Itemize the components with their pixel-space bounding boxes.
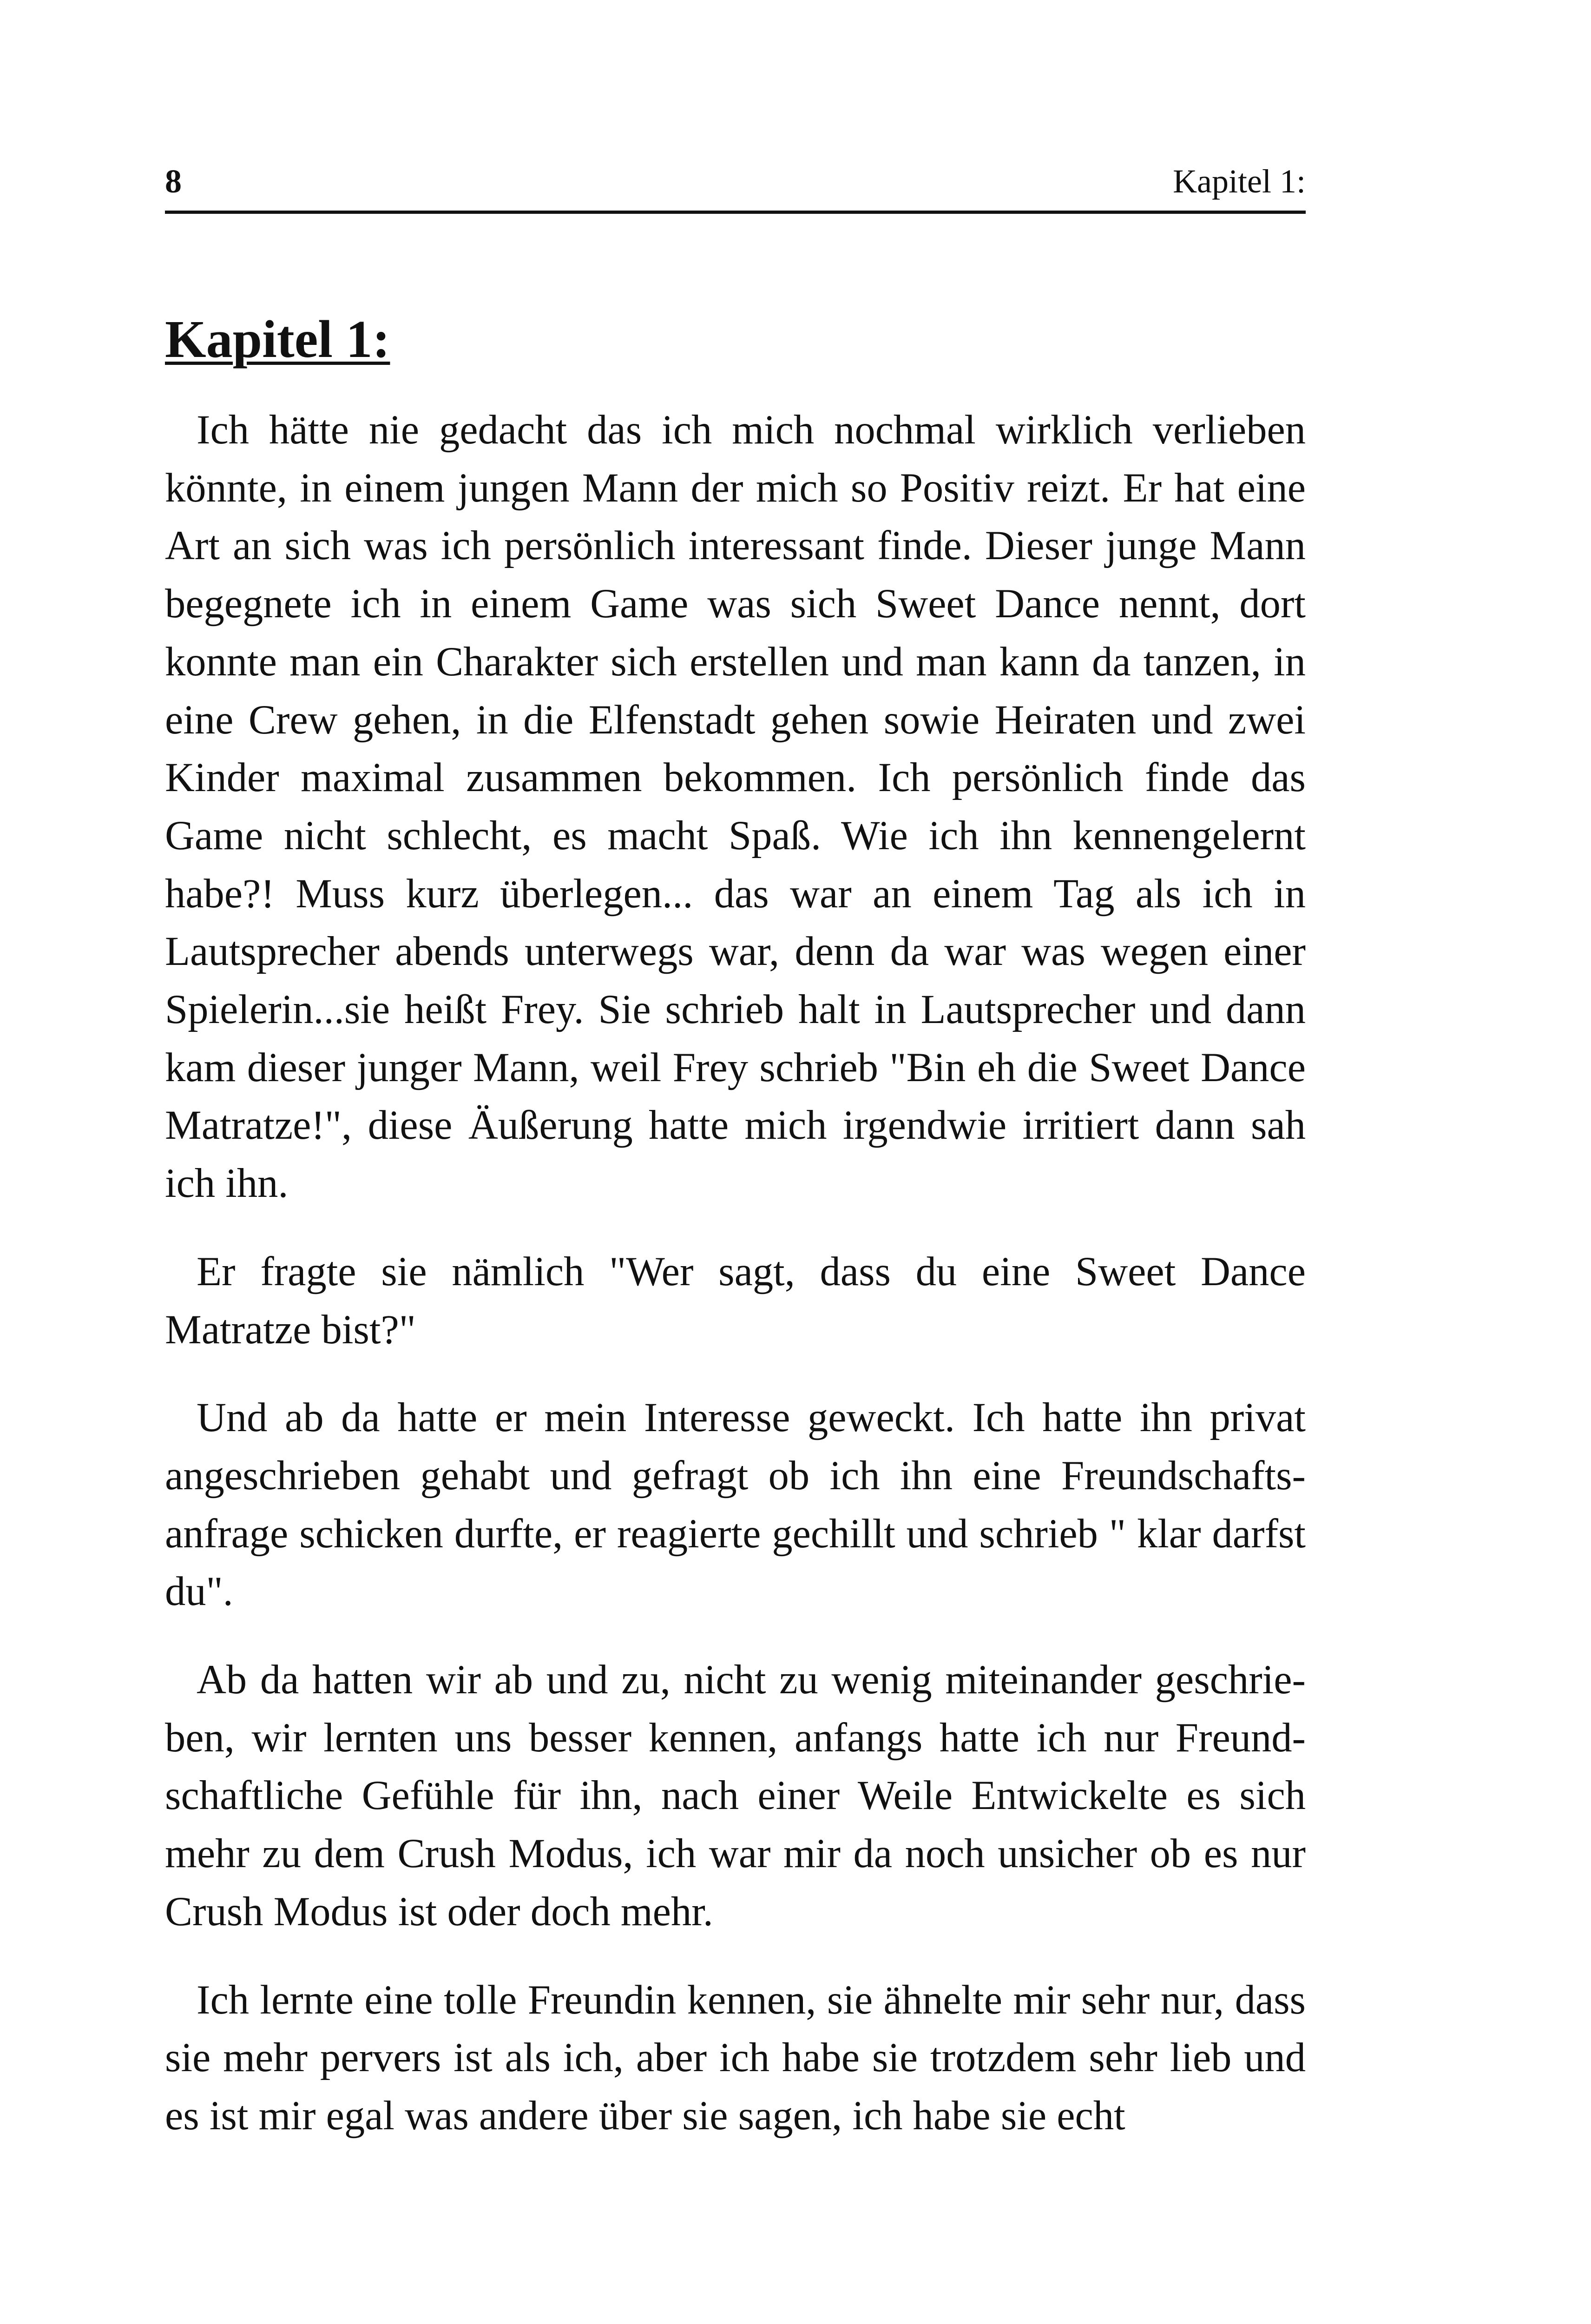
paragraph-1: Ich hätte nie gedacht das ich mich nochmal wirklich verlieben könnte, in einem jungen Mann der mich so Positiv reizt. Er hat eine Art an sich was ich persönlich interessant finde. Dieser junge Mann begegnete ich in einem Game was sich Sweet Dance nennt, dort konnte man ein Charakter sich erstellen und man kann da tanzen, in eine Crew gehen, in die Elfenstadt gehen sowie Heiraten und zwei Kinder maximal zusammen bekommen. Ich persönlich finde das Game nicht schlecht, es macht Spaß. Wie ich ihn kennengelernt habe?! Muss kurz überlegen... das war an einem Tag als ich in Lautsprecher abends unterwegs war, denn da war was wegen einer Spielerin...sie heißt Frey. Sie schrieb halt in Lautsprecher und dann kam dieser junger Mann, weil Frey schrieb "Bin eh die Sweet Dance Matratze!", diese Äußerung hatte mich irgendwie irritiert dann sah ich ihn. [165,407,1306,1207]
page-number: 8 [165,163,182,200]
paragraph-4: Ab da hatten wir ab und zu, nicht zu wenig miteinander geschrieben, wir lernten uns besser kennen, anfangs hatte ich nur Freundschaftliche Gefühle für ihn, nach einer Weile Entwickelte es sich mehr zu dem Crush Modus, ich war mir da noch unsicher ob es nur Crush Modus ist oder doch mehr. [165,1657,1306,1934]
running-title: Kapitel 1: [1173,163,1306,200]
chapter-title: Kapitel 1: [165,310,390,369]
paragraph-3: Und ab da hatte er mein Interesse geweckt. Ich hatte ihn privat angeschrieben gehabt und gefragt ob ich ihn eine Freundschaftsanfrage schicken durfte, er reagierte gechillt und schrieb " klar darfst du". [165,1395,1306,1615]
paragraph-5: Ich lernte eine tolle Freundin kennen, sie ähnelte mir sehr nur, dass sie mehr pervers ist als ich, aber ich habe sie trotzdem sehr lieb und es ist mir egal was andere über sie sagen, ich habe sie echt [165,1977,1306,2139]
paragraph-2: Er fragte sie nämlich "Wer sagt, dass du eine Sweet Dance Matratze bist?" [165,1248,1306,1353]
chapter-body [165,401,1306,2175]
running-header [165,158,1306,214]
